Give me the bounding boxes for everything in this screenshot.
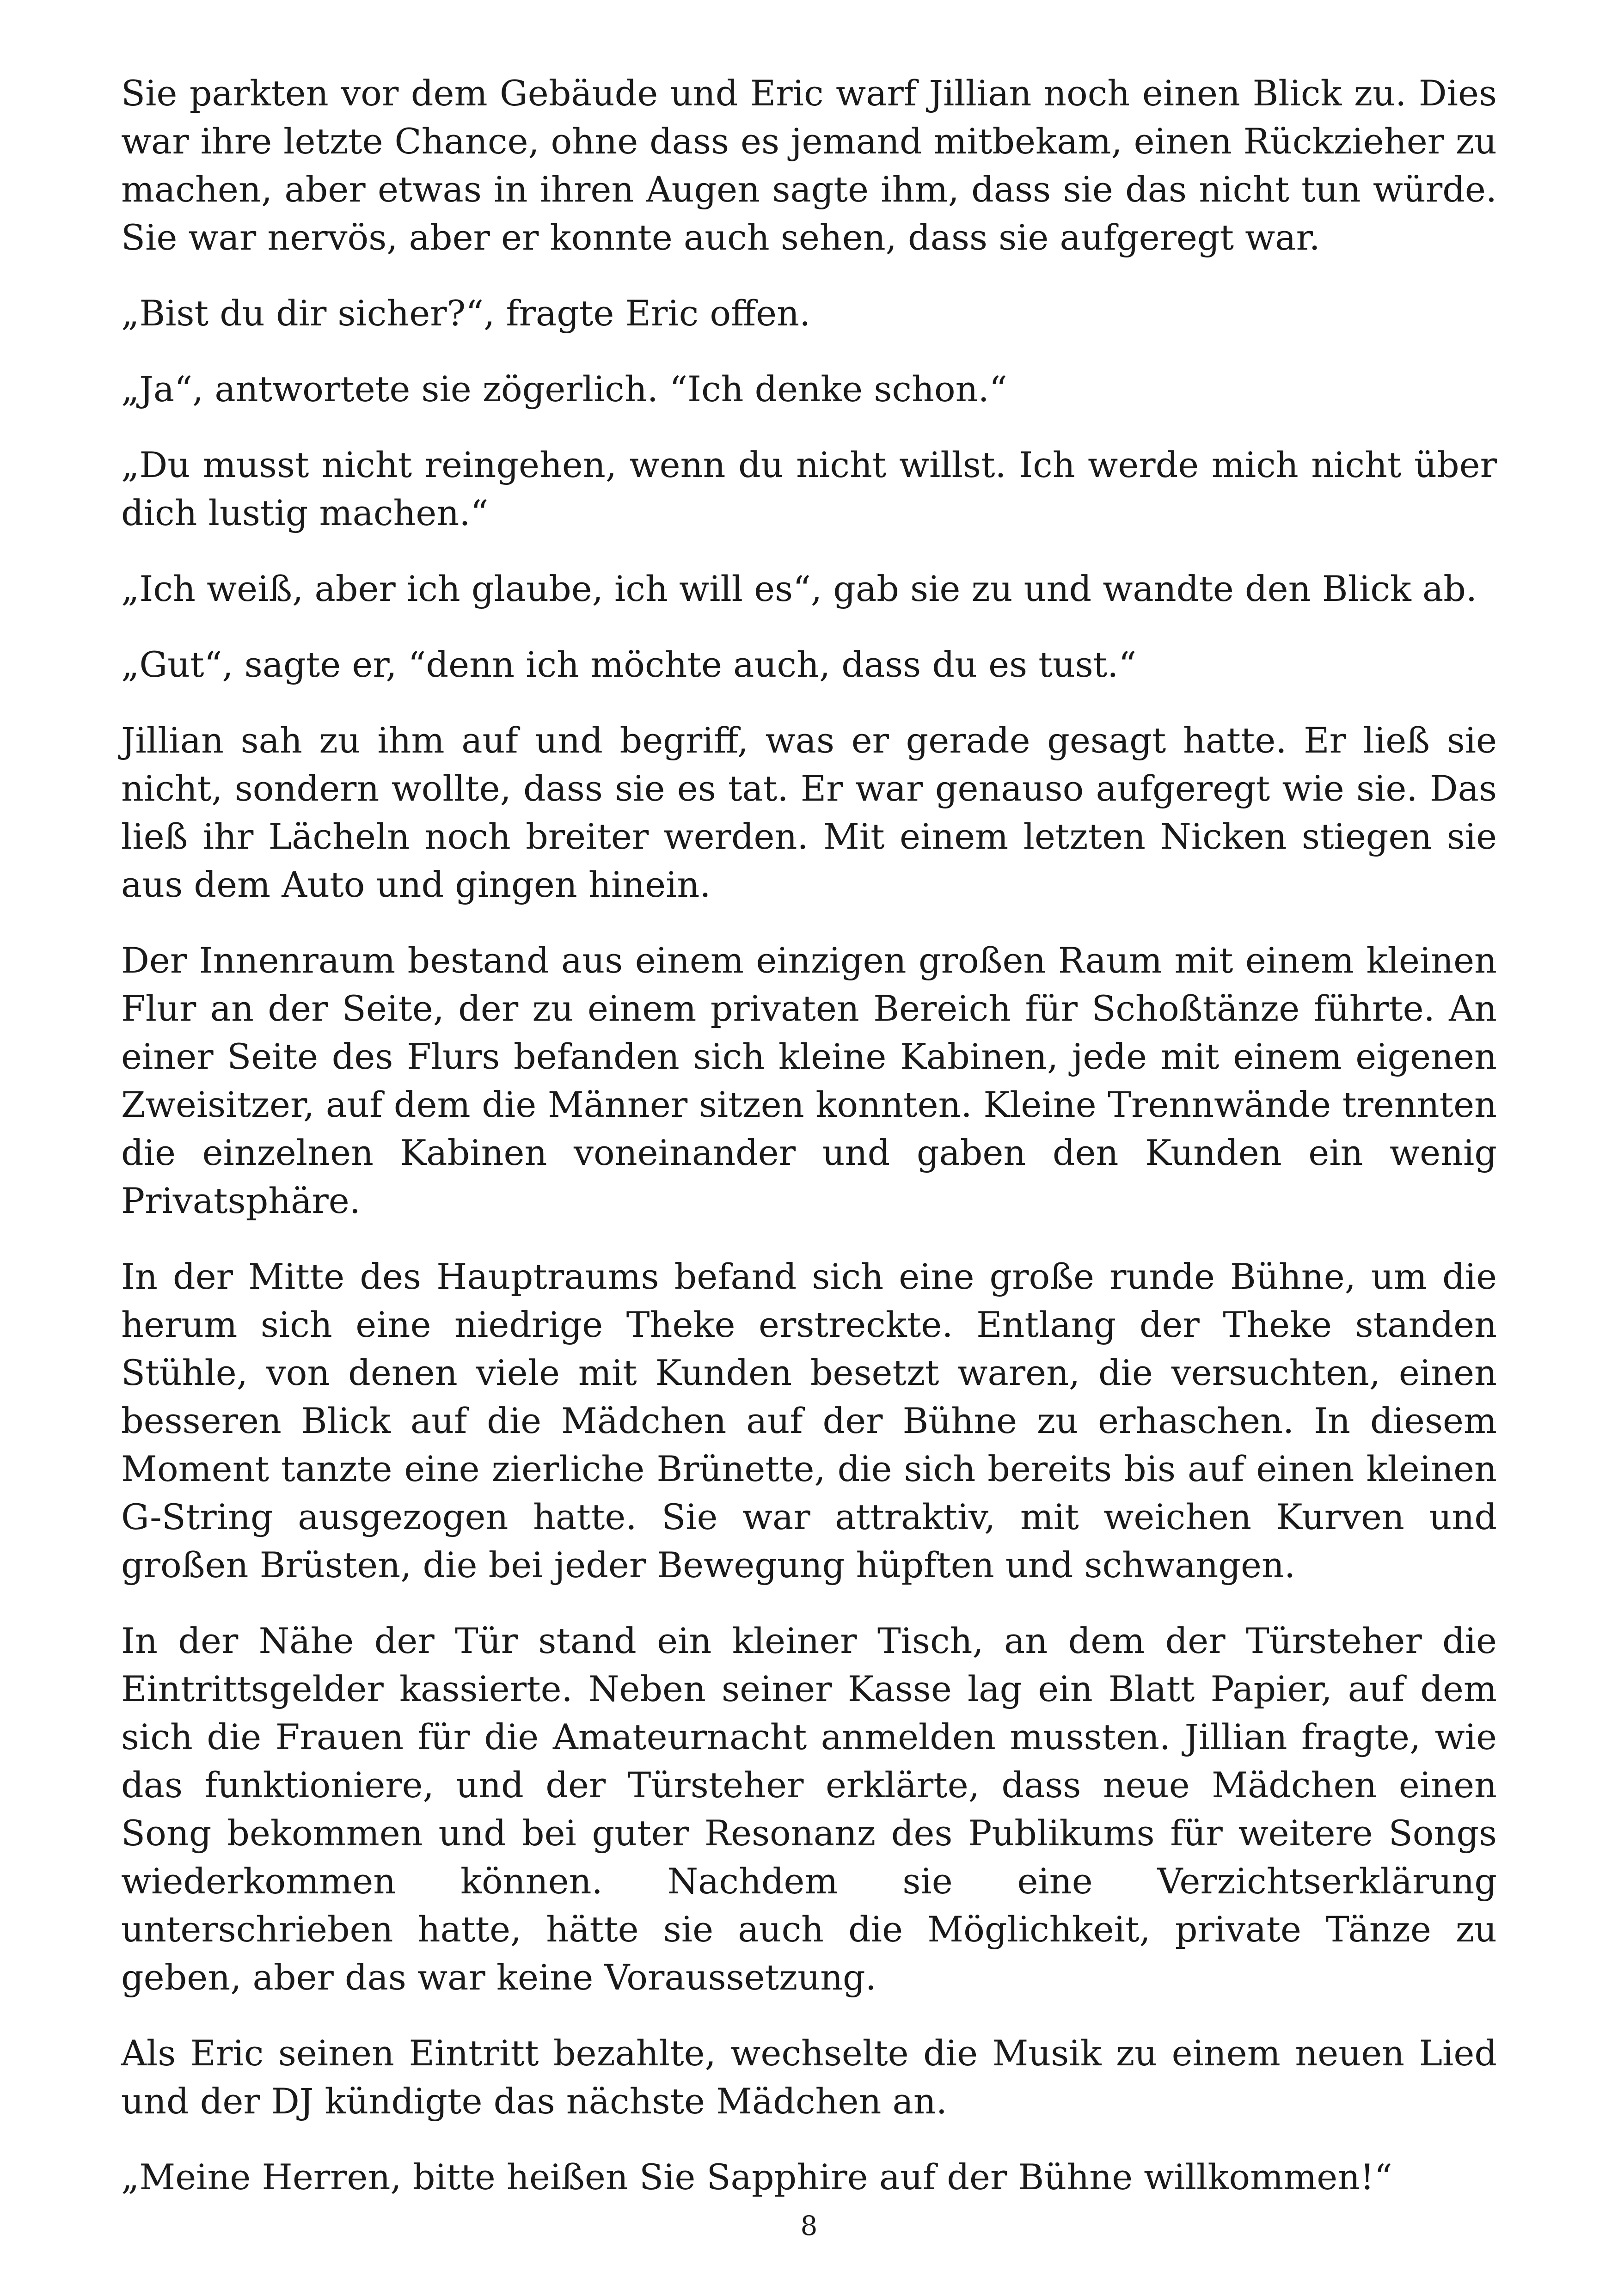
paragraph: „Du musst nicht reingehen, wenn du nicht willst. Ich werde mich nicht über dich lustig machen.“ (121, 444, 1497, 533)
paragraph: In der Mitte des Hauptraums befand sich eine große runde Bühne, um die herum sich eine niedrige Theke erstreckte. Entlang der Theke standen Stühle, von denen viele mit Kunden besetzt waren, die versuchten, einen besseren Blick auf die Mädchen auf der Bühne zu erhaschen. In diesem Moment tanzte eine zierliche Brünette, die sich bereits bis auf einen kleinen G-String ausgezogen hatte. Sie war attraktiv, mit weichen Kurven und großen Brüsten, die bei jeder Bewegung hüpften und schwangen. (121, 1256, 1497, 1586)
paragraph: „Ich weiß, aber ich glaube, ich will es“, gab sie zu und wandte den Blick ab. (121, 568, 1477, 609)
paragraph: Als Eric seinen Eintritt bezahlte, wechselte die Musik zu einem neuen Lied und der DJ kündigte das nächste Mädchen an. (121, 2033, 1497, 2122)
paragraph: „Gut“, sagte er, “denn ich möchte auch, dass du es tust.“ (121, 644, 1137, 685)
page-number: 8 (800, 2210, 818, 2241)
paragraph: Der Innenraum bestand aus einem einzigen großen Raum mit einem kleinen Flur an der Seite, der zu einem privaten Bereich für Schoßtänze führte. An einer Seite des Flurs befanden sich kleine Kabinen, jede mit einem eigenen Zweisitzer, auf dem die Männer sitzen konnten. Kleine Trennwände trennten die einzelnen Kabinen voneinander und gaben den Kunden ein wenig Privatsphäre. (121, 940, 1497, 1221)
paragraph: Sie parkten vor dem Gebäude und Eric warf Jillian noch einen Blick zu. Dies war ihre letzte Chance, ohne dass es jemand mitbekam, einen Rückzieher zu machen, aber etwas in ihren Augen sagte ihm, dass sie das nicht tun würde. Sie war nervös, aber er konnte auch sehen, dass sie aufgeregt war. (121, 73, 1497, 258)
paragraph: „Meine Herren, bitte heißen Sie Sapphire auf der Bühne willkommen!“ (121, 2156, 1392, 2198)
paragraph: „Bist du dir sicher?“, fragte Eric offen. (121, 293, 811, 334)
paragraph: In der Nähe der Tür stand ein kleiner Tisch, an dem der Türsteher die Eintrittsgelder kassierte. Neben seiner Kasse lag ein Blatt Papier, auf dem sich die Frauen für die Amateurnacht anmelden mussten. Jillian fragte, wie das funktioniere, und der Türsteher erklärte, dass neue Mädchen einen Song bekommen und bei guter Resonanz des Publikums für weitere Songs wiederkommen können. Nachdem sie eine Verzichtserklärung unterschrieben hatte, hätte sie auch die Möglichkeit, private Tänze zu geben, aber das war keine Voraussetzung. (121, 1620, 1497, 1998)
paragraph: „Ja“, antwortete sie zögerlich. “Ich denke schon.“ (121, 368, 1007, 410)
page-body (121, 69, 1497, 2229)
paragraph: Jillian sah zu ihm auf und begriff, was er gerade gesagt hatte. Er ließ sie nicht, sondern wollte, dass sie es tat. Er war genauso aufgeregt wie sie. Das ließ ihr Lächeln noch breiter werden. Mit einem letzten Nicken stiegen sie aus dem Auto und gingen hinein. (121, 720, 1497, 905)
